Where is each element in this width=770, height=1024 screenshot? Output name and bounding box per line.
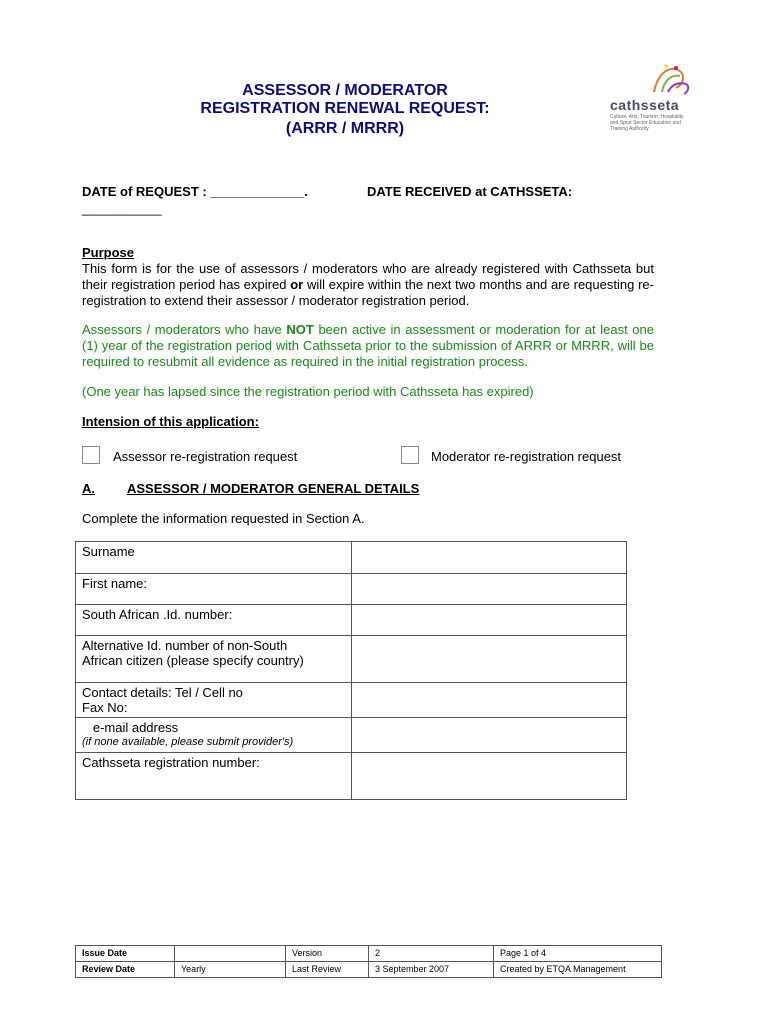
document-footer-table bbox=[75, 945, 662, 978]
purpose-paragraph: This form is for the use of assessors / moderators who are already registered with Cathsseta but their registration period has expired or will expire within the next two months and are requesting re-registration to extend their assessor / moderator registration period. bbox=[82, 261, 654, 308]
assessor-checkbox-label: Assessor re-registration request bbox=[113, 449, 298, 464]
assessor-checkbox[interactable] bbox=[82, 446, 100, 464]
contact-details-input[interactable] bbox=[352, 683, 627, 718]
logo-text: cathsseta bbox=[610, 97, 680, 113]
review-date-label: Review Date bbox=[76, 962, 175, 978]
logo-subtitle: Culture, Arts, Tourism, Hospitality and Sport Sector Education and Training Authority bbox=[610, 114, 684, 132]
contact-details-label: Contact details: Tel / Cell no Fax No: bbox=[76, 683, 352, 718]
email-label: e-mail address (if none available, please submit provider's) bbox=[76, 718, 352, 753]
sa-id-input[interactable] bbox=[352, 605, 627, 636]
issue-date-value bbox=[175, 946, 286, 962]
page-number: Page 1 of 4 bbox=[494, 946, 662, 962]
date-of-request-label: DATE of REQUEST : _____________. bbox=[82, 184, 308, 199]
version-value: 2 bbox=[369, 946, 494, 962]
section-a-heading: A. ASSESSOR / MODERATOR GENERAL DETAILS bbox=[82, 481, 420, 496]
last-review-label: Last Review bbox=[286, 962, 369, 978]
moderator-checkbox[interactable] bbox=[401, 446, 419, 464]
registration-number-input[interactable] bbox=[352, 753, 627, 800]
created-by: Created by ETQA Management bbox=[494, 962, 662, 978]
registration-number-label: Cathsseta registration number: bbox=[76, 753, 352, 800]
version-label: Version bbox=[286, 946, 369, 962]
section-a-instruction: Complete the information requested in Section A. bbox=[82, 511, 365, 526]
date-received-label: DATE RECEIVED at CATHSSETA: bbox=[367, 184, 573, 199]
document-title-line-3: (ARRR / MRRR) bbox=[285, 120, 405, 137]
first-name-input[interactable] bbox=[352, 574, 627, 605]
purpose-heading: Purpose bbox=[82, 245, 135, 260]
general-details-table bbox=[75, 541, 627, 800]
first-name-label: First name: bbox=[76, 574, 352, 605]
inactive-notice-paragraph: Assessors / moderators who have NOT been active in assessment or moderation for at least one (1) year of the registration period with Cathsseta prior to the submission of ARRR or MRRR, will be required to resubmit all evidence as required in the initial registration process. bbox=[82, 322, 654, 369]
intension-heading: Intension of this application: bbox=[82, 414, 259, 429]
email-input[interactable] bbox=[352, 718, 627, 753]
surname-label: Surname bbox=[76, 542, 352, 574]
document-title-line-1: ASSESSOR / MODERATOR bbox=[242, 82, 448, 99]
last-review-value: 3 September 2007 bbox=[369, 962, 494, 978]
moderator-checkbox-label: Moderator re-registration request bbox=[431, 449, 622, 464]
surname-input[interactable] bbox=[352, 542, 627, 574]
review-date-value: Yearly bbox=[175, 962, 286, 978]
alt-id-input[interactable] bbox=[352, 636, 627, 683]
sa-id-label: South African .Id. number: bbox=[76, 605, 352, 636]
date-received-line: ___________ bbox=[82, 201, 162, 216]
lapsed-note: (One year has lapsed since the registration period with Cathsseta has expired) bbox=[82, 384, 534, 399]
issue-date-label: Issue Date bbox=[76, 946, 175, 962]
alt-id-label: Alternative Id. number of non-South African citizen (please specify country) bbox=[76, 636, 352, 683]
document-title-line-2: REGISTRATION RENEWAL REQUEST: bbox=[200, 100, 490, 117]
